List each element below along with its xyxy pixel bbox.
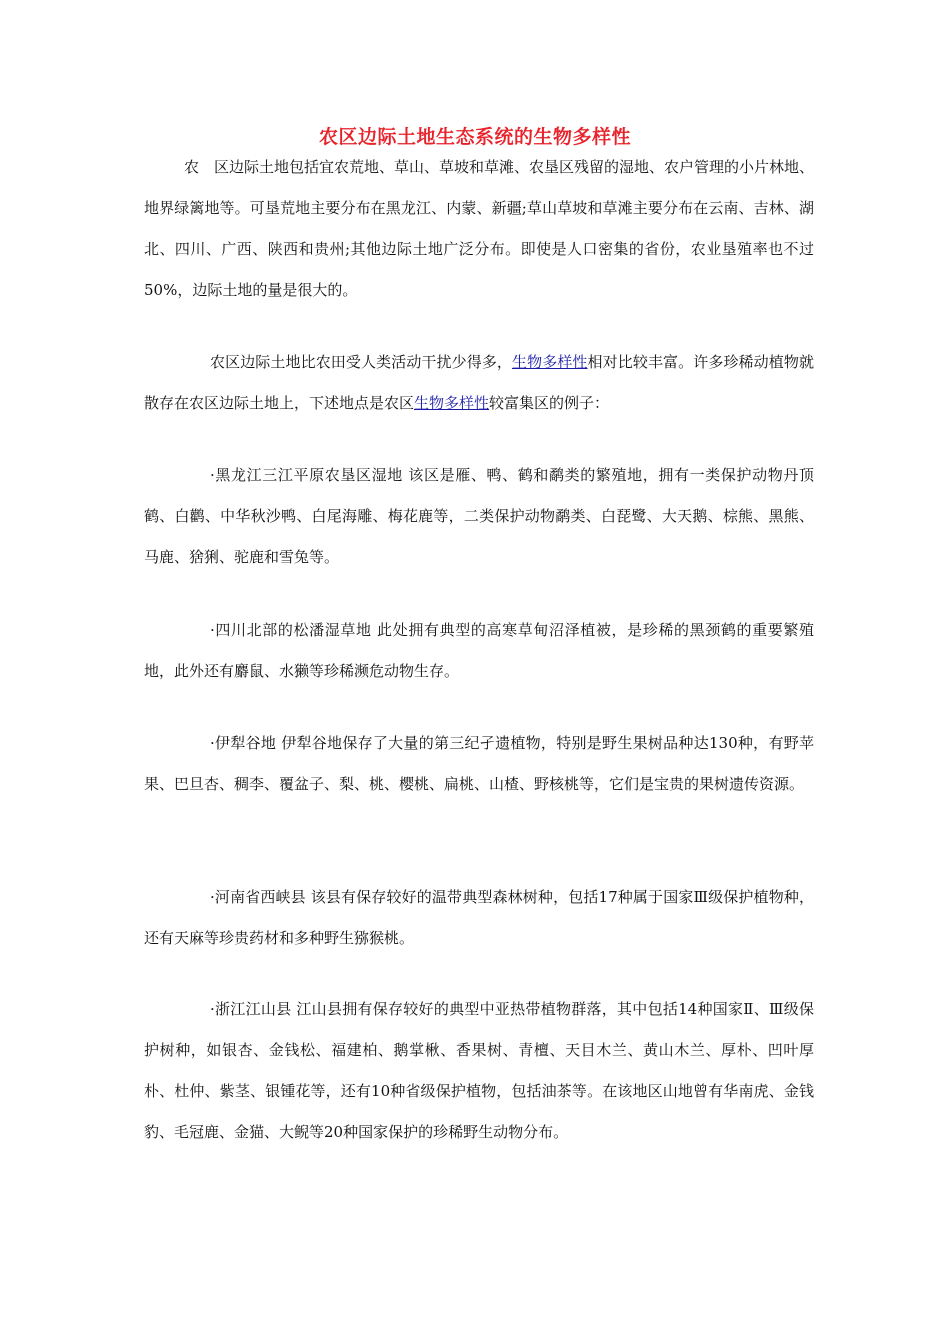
list-item-songpan: ·四川北部的松潘湿草地 此处拥有典型的高寒草甸沼泽植被，是珍稀的黑颈鹤的重要繁殖地，此外还有麝鼠、水獭等珍稀濒危动物生存。	[144, 621, 814, 680]
list-item-heilongjiang: ·黑龙江三江平原农垦区湿地 该区是雁、鸭、鹤和鹬类的繁殖地，拥有一类保护动物丹顶鹤、白鹳、中华秋沙鸭、白尾海雕、梅花鹿等，二类保护动物鹬类、白琵鹭、大天鹅、棕熊、黑熊、马鹿、猞猁、驼鹿和雪兔等。	[144, 466, 814, 566]
list-item-yili: ·伊犁谷地 伊犁谷地保存了大量的第三纪孑遗植物，特别是野生果树品种达130种，有野苹果、巴旦杏、稠李、覆盆子、梨、桃、樱桃、扁桃、山楂、野核桃等，它们是宝贵的果树遗传资源。	[144, 734, 814, 793]
intro-paragraph: 农 区边际土地包括宜农荒地、草山、草坡和草滩、农垦区残留的湿地、农户管理的小片林地、地界绿篱地等。可垦荒地主要分布在黑龙江、内蒙、新疆;草山草坡和草滩主要分布在云南、吉林、湖北、四川、广西、陕西和贵州;其他边际土地广泛分布。即使是人口密集的省份，农业垦殖率也不过50%，边际土地的量是很大的。	[144, 158, 815, 299]
biodiversity-paragraph	[144, 342, 814, 424]
document-title: 农区边际土地生态系统的生物多样性	[318, 126, 631, 148]
biodiversity-link-1[interactable]: 生物多样性	[512, 353, 588, 371]
list-item-jiangshan: ·浙江江山县 江山县拥有保存较好的典型中亚热带植物群落，其中包括14种国家Ⅱ、Ⅲ级保护树种，如银杏、金钱松、福建柏、鹅掌楸、香果树、青檀、天目木兰、黄山木兰、厚朴、凹叶厚朴、杜仲、紫茎、银锺花等，还有10种省级保护植物，包括油茶等。在该地区山地曾有华南虎、金钱豹、毛冠鹿、金猫、大鲵等20种国家保护的珍稀野生动物分布。	[144, 1000, 814, 1141]
biodiversity-link-2[interactable]: 生物多样性	[414, 394, 490, 412]
paragraph-text-c: 较富集区的例子：	[489, 394, 610, 412]
paragraph-text-a: 农区边际土地比农田受人类活动干扰少得多，	[210, 353, 513, 371]
list-item-xixia: ·河南省西峡县 该县有保存较好的温带典型森林树种，包括17种属于国家Ⅲ级保护植物种，还有天麻等珍贵药材和多种野生猕猴桃。	[144, 888, 814, 947]
paragraph-text-b: 相对比较丰富。许多珍稀动植物就散存在农区边际土地上，下述地点是农区	[144, 353, 814, 412]
